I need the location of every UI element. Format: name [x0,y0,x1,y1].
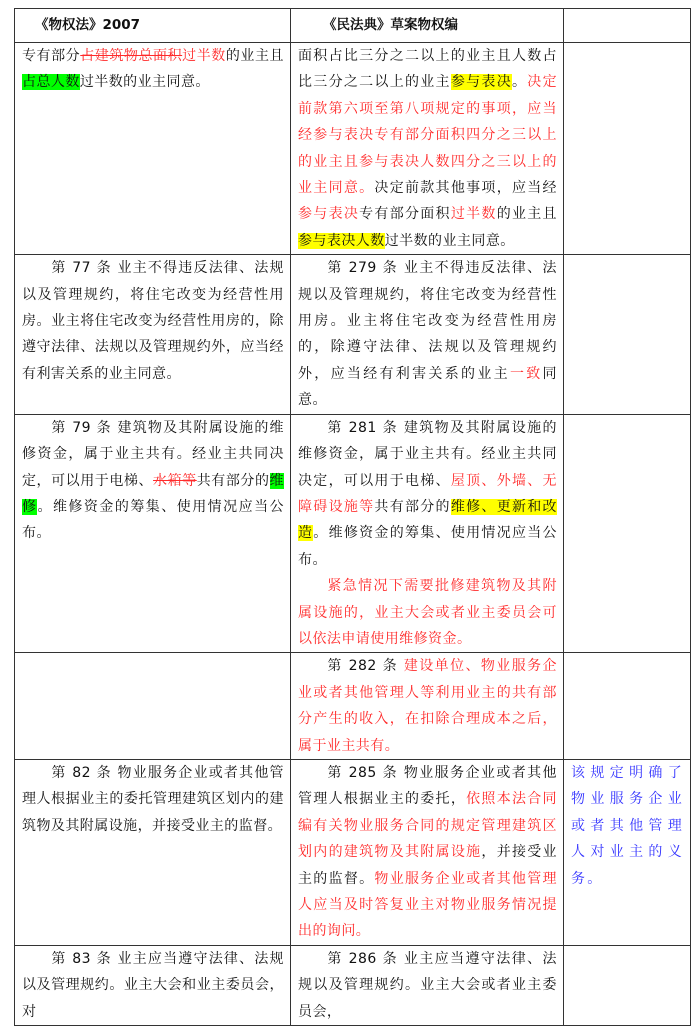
deleted-text: 占建筑物总面积 [80,48,183,64]
header-notes [564,9,691,43]
text-segment: 同意。 [298,365,557,409]
note-cell [564,759,691,945]
paragraph [298,653,557,759]
highlighted-text: 参与表决 [450,74,512,91]
property-law-cell [15,414,291,653]
text-segment: 共有部分的 [374,498,451,515]
changed-text: 依照本法合同编有关物业服务合同的规定管理建筑区划内的建筑物及其附属设施 [298,791,557,861]
changed-text: 参与表决 [298,206,360,223]
text-segment: 决定前款其他事项，应当经 [374,180,557,197]
highlighted-text: 占总人数 [22,74,80,91]
paragraph [571,760,684,892]
text-segment: 。 [511,74,528,91]
text-segment: ，并接受业主的监督。 [298,844,558,887]
changed-text: 建设单位、物业服务企业或者其他管理人等利用业主的共有部分产生的收入，在扣除合理成本之后，属于业主共有。 [298,658,557,754]
text-segment: 。维修资金的筹集、使用情况应当公布。 [22,498,285,542]
text-segment: 专有部分面积 [359,206,451,223]
civil-code-cell [291,759,564,945]
property-law-cell [15,255,291,414]
changed-text: 屋顶、外墙、无障碍设施等 [298,472,557,515]
changed-text: 决定前款第六项至第八项规定的事项，应当经参与表决专有部分面积四分之三以上的业主且参与表决人数四分之三以上的业主同意。 [298,74,558,197]
paragraph [22,760,284,839]
paragraph [298,43,557,254]
comparison-table [14,8,691,1026]
text-segment: 过半数的业主同意。 [384,232,515,249]
civil-code-cell [291,414,564,653]
text-segment: 第 282 条 [327,658,404,675]
civil-code-cell [291,43,564,255]
paragraph [298,255,557,413]
table-row [15,414,691,653]
text-segment: 的业主且 [225,48,284,64]
table-row [15,43,691,255]
property-law-cell [15,759,291,945]
text-segment: 过半数的业主同意。 [79,74,210,91]
note-cell [564,653,691,760]
note-cell [564,945,691,1025]
text-segment: 专有部分 [22,48,81,64]
text-segment: 第 285 条 物业服务企业或者其他管理人根据业主的委托， [298,764,557,808]
paragraph [22,255,284,387]
paragraph [298,946,557,1025]
text-segment: 面积占比三分之二以上的业主且人数占比三分之二以上的业主 [298,48,557,91]
changed-text: 一致 [509,365,543,382]
note-cell [564,43,691,255]
text-segment: 的业主且 [496,206,557,223]
table-row [15,945,691,1025]
table-header-row [15,9,691,43]
property-law-cell [15,653,291,760]
paragraph [298,760,557,945]
text-segment: 第 82 条 物业服务企业或者其他管理人根据业主的委托管理建筑区划内的建筑物及其附属设施，并接受业主的监督。 [22,764,284,834]
table-row [15,759,691,945]
deleted-text: 水箱等 [153,472,197,489]
civil-code-cell [291,945,564,1025]
changed-text: 物业服务企业或者其他管理人应当及时答复业主对物业服务情况提出的询问。 [298,870,557,940]
changed-text: 过半数 [450,206,497,223]
paragraph [298,415,557,573]
paragraph [22,415,284,547]
highlighted-text: 参与表决人数 [298,232,385,249]
civil-code-cell [291,255,564,414]
text-segment: 。维修资金的筹集、使用情况应当公布。 [298,525,558,568]
table-row [15,653,691,760]
text-segment: 第 83 条 业主应当遵守法律、法规以及管理规约。业主大会和业主委员会，对 [22,950,284,1020]
text-segment: 共有部分的 [196,472,270,489]
note-cell [564,255,691,414]
changed-text: 紧急情况下需要批修建筑物及其附属设施的，业主大会或者业主委员会可以依法申请使用维修资金。 [298,578,557,647]
table-row [15,255,691,414]
highlighted-text: 维修 [22,472,284,515]
text-segment: 第 286 条 业主应当遵守法律、法规以及管理规约。业主大会或者业主委员会， [298,950,557,1020]
highlighted-text: 维修、更新和改造 [298,498,557,542]
paragraph [22,43,284,96]
header-civil-code-draft: 《民法典》草案物权编 [291,9,564,43]
paragraph [298,573,557,652]
text-segment: 第 77 条 业主不得违反法律、法规以及管理规约，将住宅改变为经营性用房。业主将住宅改变为经营性用房的，除遵守法律、法规以及管理规约外，应当经有利害关系的业主同意。 [22,260,284,382]
property-law-cell [15,945,291,1025]
property-law-cell [15,43,291,255]
text-segment: 第 279 条 业主不得违反法律、法规以及管理规约，将住宅改变为经营性用房。业主将住宅改变为经营性用房的，除遵守法律、法规以及管理规约外，应当经有利害关系的业主 [298,260,557,382]
text-segment: 第 281 条 建筑物及其附属设施的维修资金，属于业主共有。经业主共同决定，可以用于电梯、 [298,419,557,489]
comment-text: 该规定明确了物业服务企业或者其他管理人对业主的义务。 [571,764,684,887]
note-cell [564,414,691,653]
text-segment: 第 79 条 建筑物及其附属设施的维修资金，属于业主共有。经业主共同决定，可以用于电梯、 [22,419,284,489]
civil-code-cell [291,653,564,760]
changed-text: 过半数 [182,48,226,64]
paragraph [22,946,284,1025]
header-property-law-2007: 《物权法》2007 [15,9,291,43]
